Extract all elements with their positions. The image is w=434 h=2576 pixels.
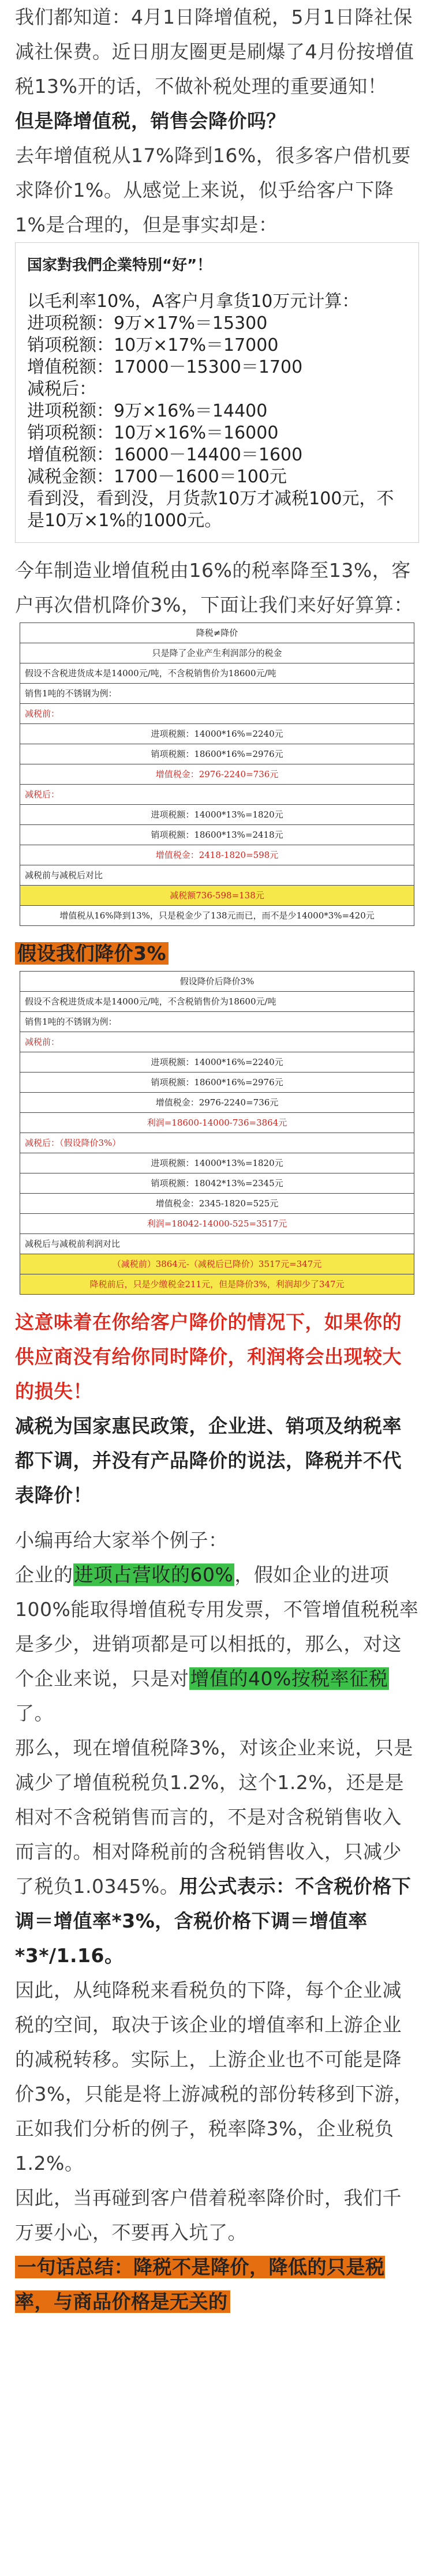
example-line: 进项税额：9万×17%＝15300 xyxy=(27,313,268,333)
warning-paragraph: 这意味着在你给客户降价的情况下，如果你的供应商没有给你同时降价，利润将会出现较大的损失！ xyxy=(15,1311,402,1403)
table-title: 假设降价后降价3% xyxy=(20,972,414,992)
text-span: 那么，现在增值税降3%，对该企业来说，只是减少了增值税税负1.2%，这个1.2%，还是是相对不含税销售而言的，不是对含税销售收入而言的。相对降税前的含税销售收入，只减少了税负1.0345%。 xyxy=(15,1737,413,1898)
table-row: 利润=18600-14000-736=3864元 xyxy=(20,1113,414,1133)
table-sales-note: 销售1吨的不锈钢为例： xyxy=(20,1012,414,1032)
example-line: 进项税额：9万×16%＝14400 xyxy=(27,401,268,421)
table-row: 进项税额：14000*16%=2240元 xyxy=(20,1052,414,1073)
example-intro: 小编再给大家举个例子： xyxy=(15,1529,228,1551)
example-line: 减税金额：1700－1600＝100元 xyxy=(27,467,287,487)
formula-text: 用公式表示：不含税价格下调＝增值率*3%，含税价格下调＝增值率*3*/1.16。 xyxy=(15,1875,411,1967)
after-label: 减税后： xyxy=(20,785,414,805)
paragraph-2: 去年增值税从17%降到16%，很多客户借机要求降价1%。从感觉上来说，似乎给客户下降1%是合理的，但是事实却是： xyxy=(15,144,411,236)
comparison-value: （减税前）3864元-（减税后已降价）3517元=347元 xyxy=(20,1254,414,1274)
text-span: ，假如企业的进项100%能取得增值税专用发票，不管增值税税率是多少，进销项都是可以相抵的，那么，对这个企业来说，只是对 xyxy=(15,1563,419,1690)
table-row: 增值税金：2976-2240=736元 xyxy=(20,764,414,785)
after-label: 减税后：（假设降价3%） xyxy=(20,1133,414,1153)
example-paragraph-4: 因此，当再碰到客户借着税率降价时，我们千万要小心，不要再入坑了。 xyxy=(15,2187,402,2244)
text-span: 了。 xyxy=(15,1702,54,1724)
example-line: 看到没，看到没，月货款10万才减税100元，不是10万×1%的1000元。 xyxy=(27,489,394,531)
table-sales-note: 销售1吨的不锈钢为例： xyxy=(20,684,414,704)
screenshot-heading: 国家對我們企業特別“好”！ xyxy=(27,257,212,274)
table-row: 增值税金：2976-2240=736元 xyxy=(20,1093,414,1113)
table-row: 增值税金：2345-1820=525元 xyxy=(20,1194,414,1214)
before-label: 减税前： xyxy=(20,1032,414,1052)
comparison-label: 减税后与减税前利润对比 xyxy=(20,1234,414,1254)
tax-table-2 xyxy=(15,971,419,1295)
summary-paragraph xyxy=(15,2250,419,2319)
table-row: 进项税额：14000*13%=1820元 xyxy=(20,805,414,825)
before-label: 减税前： xyxy=(20,704,414,724)
example-line: 以毛利率10%，A客户月拿货10万元计算： xyxy=(27,291,360,312)
question-heading: 但是降增值税，销售会降价吗？ xyxy=(15,110,286,132)
table-subtitle: 只是降了企业产生利润部分的税金 xyxy=(20,643,414,663)
table-row: 增值税金：2418-1820=598元 xyxy=(20,845,414,865)
table-note: 增值税从16%降到13%，只是税金少了138元而已，而不是少14000*3%=420元 xyxy=(20,906,414,926)
table-assumption: 假设不含税进货成本是14000元/吨，不含税销售价为18600元/吨 xyxy=(20,992,414,1012)
example-line: 增值税额：16000－14400＝1600 xyxy=(27,445,303,465)
table-row: 销项税额：18600*16%=2976元 xyxy=(20,744,414,764)
table-assumption: 假设不含税进货成本是14000元/吨，不含税销售价为18600元/吨 xyxy=(20,663,414,684)
table-title: 降税≠降价 xyxy=(20,623,414,643)
table-row: 销项税额：18600*13%=2418元 xyxy=(20,825,414,845)
example-line: 销项税额：10万×16%＝16000 xyxy=(27,423,279,443)
example-paragraph-2 xyxy=(15,1731,419,1973)
example-paragraph-1 xyxy=(15,1558,419,1731)
highlight-value-added-40pct: 增值的40%按税率征税 xyxy=(190,1667,388,1690)
highlight-input-60pct: 进项占营收的60% xyxy=(74,1563,234,1586)
text-span: 企业的 xyxy=(15,1563,73,1586)
tax-example-screenshot xyxy=(15,242,419,543)
table-row: 销项税额：18600*16%=2976元 xyxy=(20,1073,414,1093)
paragraph-3: 今年制造业增值税由16%的税率降至13%，客户再次借机降价3%，下面让我们来好好算算： xyxy=(15,559,413,616)
comparison-value: 减税额736-598=138元 xyxy=(20,886,414,906)
highlight-assume-3pct: 假设我们降价3% xyxy=(15,942,169,965)
table-note: 降税前后，只是少缴税金211元，但是降价3%，利润却少了347元 xyxy=(20,1274,414,1295)
example-line: 增值税额：17000－15300＝1700 xyxy=(27,357,303,377)
tax-table-1 xyxy=(15,623,419,926)
summary-highlight: 一句话总结：降税不是降价，降低的只是税率，与商品价格是无关的 xyxy=(15,2256,385,2313)
table-row: 进项税额：14000*13%=1820元 xyxy=(20,1153,414,1173)
table-row: 销项税额：18042*13%=2345元 xyxy=(20,1173,414,1194)
example-line: 减税后： xyxy=(27,379,96,399)
policy-paragraph: 减税为国家惠民政策，企业进、销项及纳税率都下调，并没有产品降价的说法，降税并不代表降价！ xyxy=(15,1415,402,1506)
example-paragraph-3: 因此，从纯降税来看税负的下降，每个企业减税的空间，取决于该企业的增值率和上游企业的减税转移。实际上，上游企业也不可能是降价3%，只能是将上游减税的部份转移到下游，正如我们分析的例子，税率降3%，企业税负1.2%。 xyxy=(15,1979,413,2174)
example-line: 销项税额：10万×17%＝17000 xyxy=(27,335,279,355)
comparison-label: 减税前与减税后对比 xyxy=(20,865,414,886)
intro-paragraph: 我们都知道：4月1日降增值税，5月1日降社保减社保费。近日朋友圈更是刷爆了4月份按增值税13%开的话，不做补税处理的重要通知！ xyxy=(15,6,414,98)
table-row: 进项税额：14000*16%=2240元 xyxy=(20,724,414,744)
table-row: 利润=18042-14000-525=3517元 xyxy=(20,1214,414,1234)
